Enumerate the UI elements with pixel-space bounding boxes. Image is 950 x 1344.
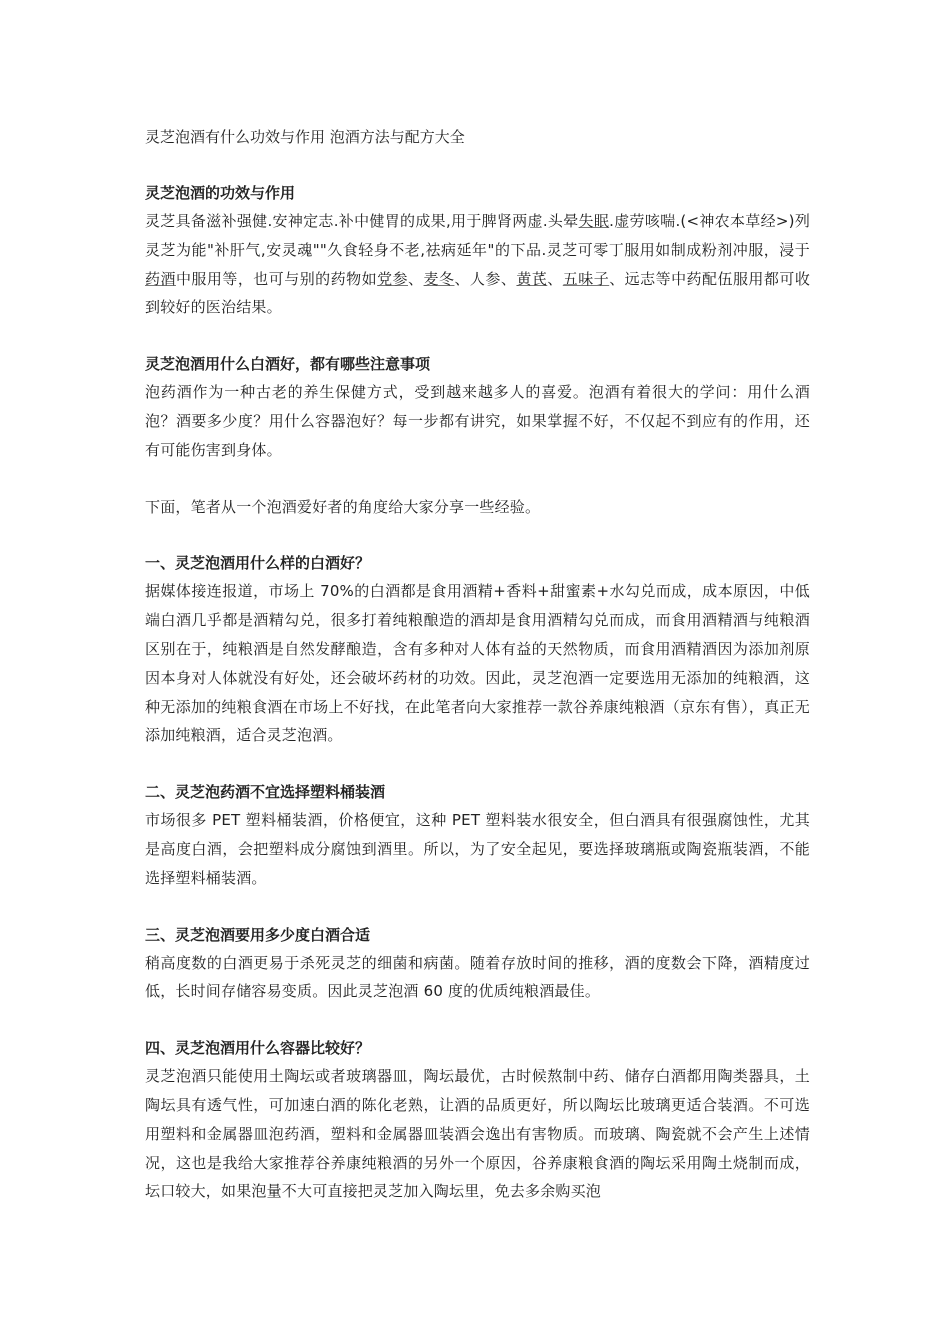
section-paragraph: 市场很多 PET 塑料桶装酒，价格便宜，这种 PET 塑料装水很安全，但白酒具有很强腐蚀性，尤其是高度白酒，会把塑料成分腐蚀到酒里。所以，为了安全起见，要选择玻璃瓶或陶瓷瓶装酒，不能选择塑料桶装酒。	[145, 811, 810, 887]
text-run: 中服用等，也可与别的药物如	[175, 269, 378, 288]
section-paragraph: 泡药酒作为一种古老的养生保健方式，受到越来越多人的喜爱。泡酒有着很大的学问：用什么酒泡？酒要多少度？用什么容器泡好？每一步都有讲究，如果掌握不好，不仅起不到应有的作用，还有可能伤害到身体。	[145, 383, 810, 459]
section-paragraph	[145, 207, 810, 322]
section-heading: 三、灵芝泡酒要用多少度白酒合适	[145, 925, 371, 944]
document-page	[145, 123, 810, 1234]
section-intro	[145, 493, 810, 522]
link-huangqi[interactable]: 黄芪	[516, 269, 548, 288]
section-heading: 灵芝泡酒的功效与作用	[145, 184, 296, 202]
link-maidong[interactable]: 麦冬	[423, 269, 455, 288]
link-yaojiu[interactable]: 药酒	[145, 269, 176, 288]
link-dangshen[interactable]: 党参	[377, 269, 409, 288]
section-heading: 四、灵芝泡酒用什么容器比较好？	[145, 1039, 371, 1058]
section-heading: 二、灵芝泡药酒不宜选择塑料桶装酒	[145, 783, 386, 802]
section-paragraph: 灵芝泡酒只能使用土陶坛或者玻璃器皿，陶坛最优，古时候熬制中药、储存白酒都用陶类器具，土陶坛具有透气性，可加速白酒的陈化老熟，让酒的品质更好，所以陶坛比玻璃更适合装酒。不可选用塑料和金属器皿泡药酒，塑料和金属器皿装酒会逸出有害物质。而玻璃、陶瓷就不会产生上述情况，这也是我给大家推荐谷养康纯粮酒的另外一个原因，谷养康粮食酒的陶坛采用陶土烧制而成，坛口较大，如果泡量不大可直接把灵芝加入陶坛里，免去多余购买泡	[145, 1067, 810, 1201]
section-point-1	[145, 549, 810, 750]
text-run: 灵芝具备滋补强健.安神定志.补中健胃的成果,用于脾肾两虚.头晕	[145, 212, 579, 230]
text-run: 、	[408, 269, 424, 288]
section-paragraph: 稍高度数的白酒更易于杀死灵芝的细菌和病菌。随着存放时间的推移，酒的度数会下降，酒精度过低，长时间存储容易变质。因此灵芝泡酒 60 度的优质纯粮酒最佳。	[145, 953, 810, 1001]
link-shimian[interactable]: 失眠	[578, 212, 610, 230]
section-paragraph: 下面，笔者从一个泡酒爱好者的角度给大家分享一些经验。	[145, 497, 541, 516]
section-heading: 一、灵芝泡酒用什么样的白酒好？	[145, 554, 371, 573]
document-title: 灵芝泡酒有什么功效与作用 泡酒方法与配方大全	[145, 128, 465, 146]
section-paragraph: 据媒体接连报道，市场上 70%的白酒都是食用酒精+香料+甜蜜素+水勾兑而成，成本原因，中低端白酒几乎都是酒精勾兑，很多打着纯粮酿造的酒却是食用酒精勾兑而成，而食用酒精酒与纯粮酒区别在于，纯粮酒是自然发酵酿造，含有多种对人体有益的天然物质，而食用酒精酒因为添加剂原因本身对人体就没有好处，还会破坏药材的功效。因此，灵芝泡酒一定要选用无添加的纯粮酒，这种无添加的纯粮食酒在市场上不好找，在此笔者向大家推荐一款谷养康纯粮酒（京东有售），真正无添加纯粮酒，适合灵芝泡酒。	[145, 582, 810, 745]
section-point-3	[145, 921, 810, 1007]
text-run: .虚劳咳喘.(<神农本草经>)列灵芝为能"补肝气,安灵魂""久食轻身不老,祛病延年"的下品.灵芝可零丁服用如制成粉剂冲服，浸于	[145, 212, 811, 259]
text-run: 、人参、	[454, 269, 517, 288]
section-point-4	[145, 1034, 810, 1206]
text-run: 、	[547, 269, 563, 288]
text-run: 、远志等中药配伍服用都可收到较好的医治结果。	[145, 269, 811, 317]
section-point-2	[145, 778, 810, 892]
link-wuweizi[interactable]: 五味子	[562, 269, 610, 288]
section-efficacy	[145, 179, 810, 322]
section-heading: 灵芝泡酒用什么白酒好，都有哪些注意事项	[145, 355, 431, 374]
section-which-liquor	[145, 350, 810, 464]
